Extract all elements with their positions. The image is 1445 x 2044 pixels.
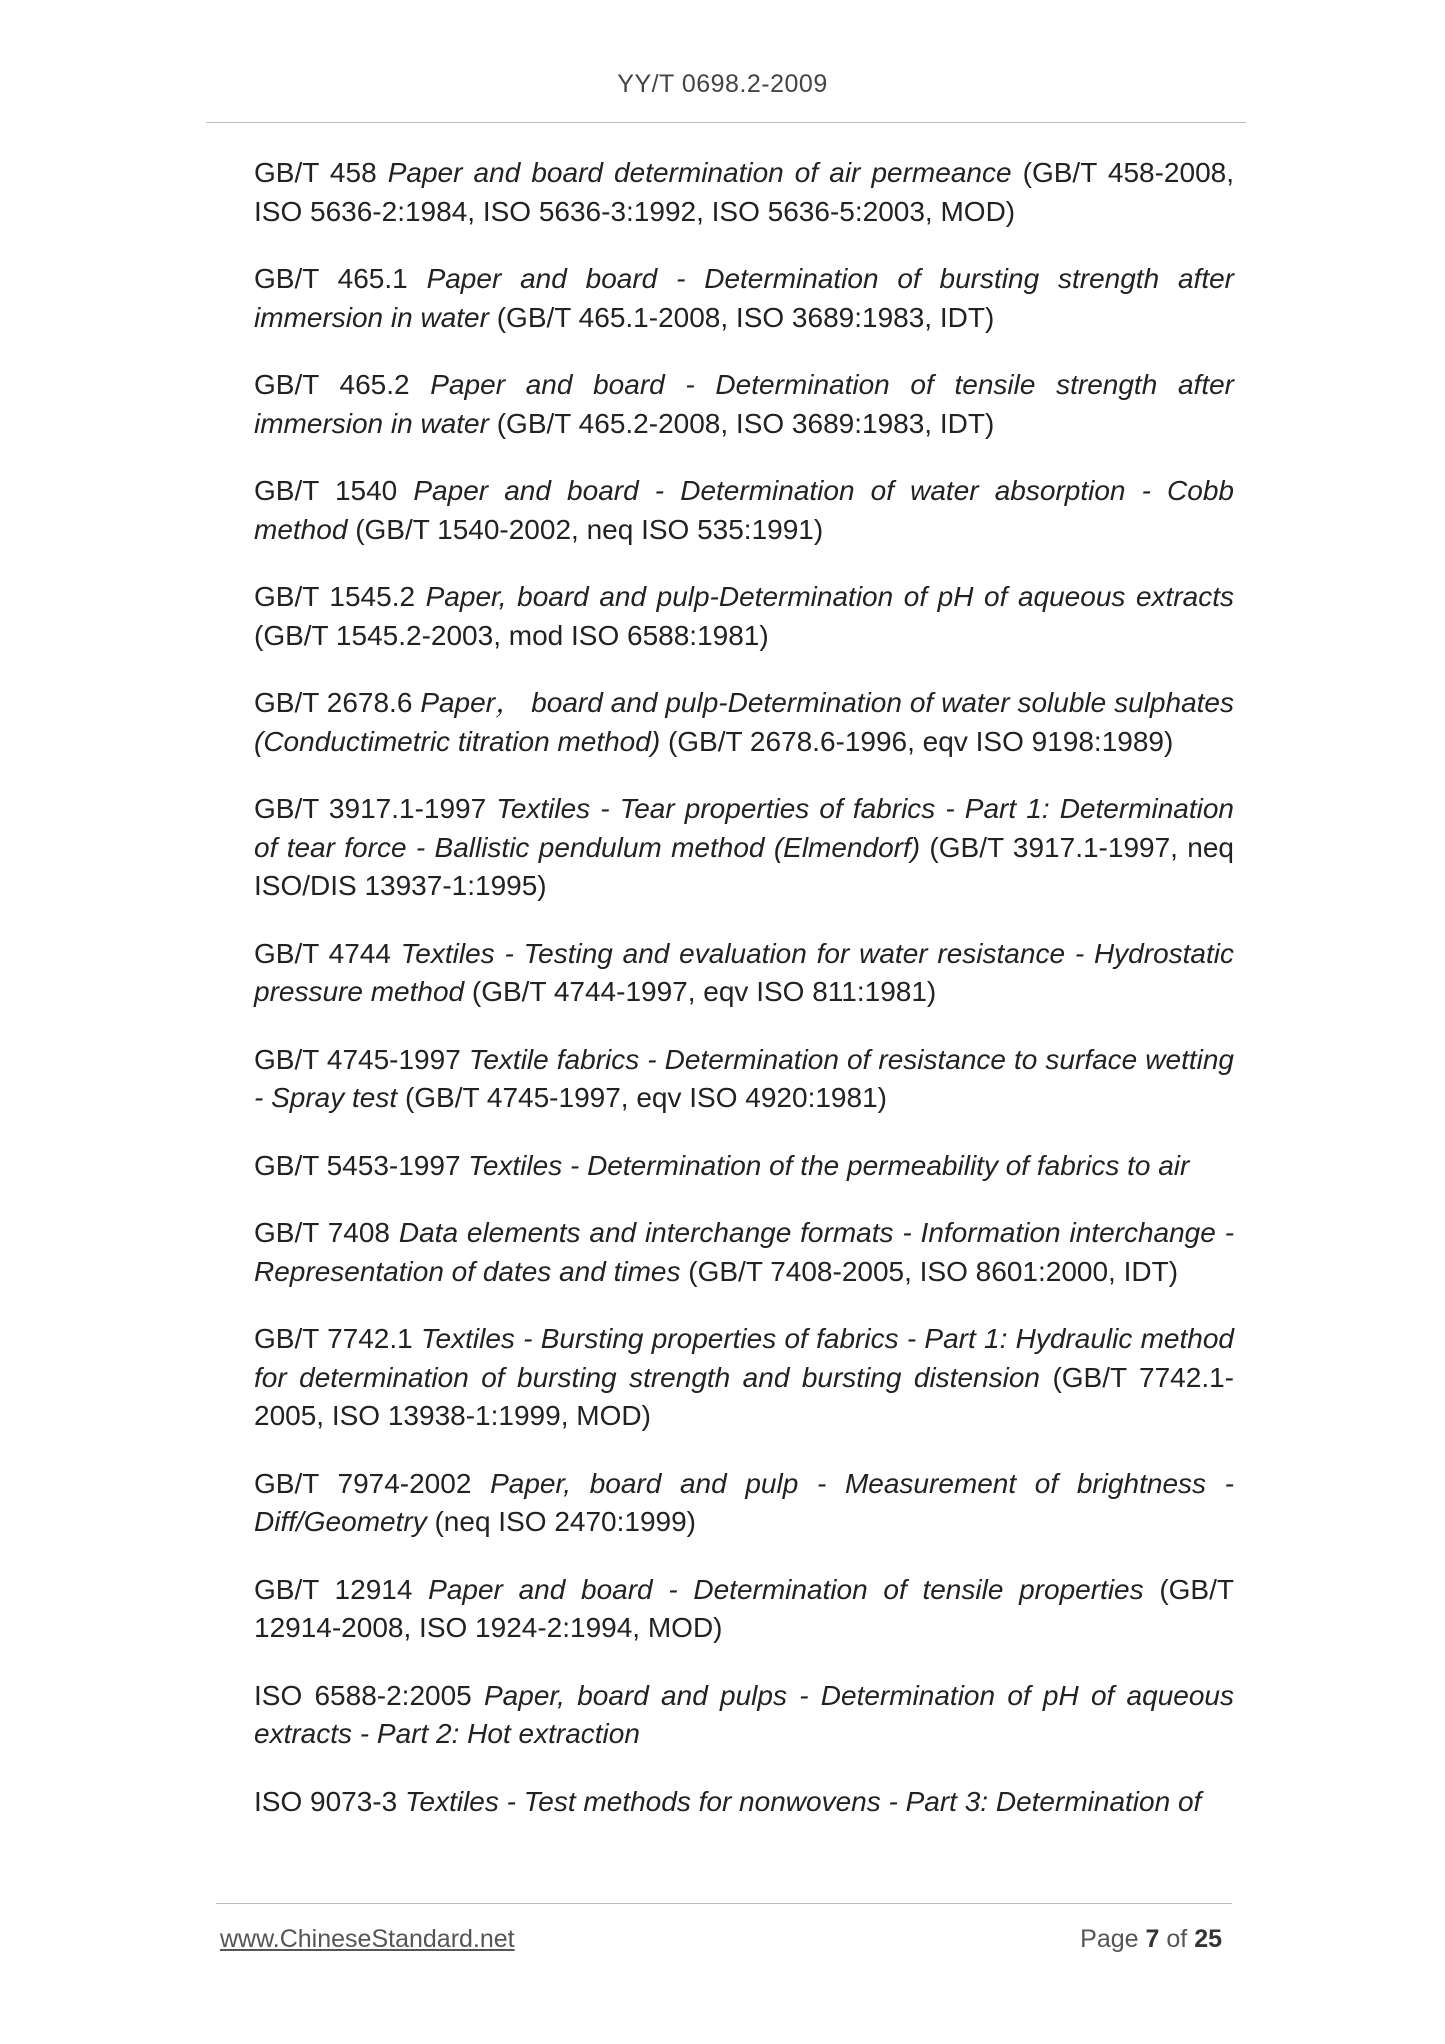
reference-item <box>254 578 1234 655</box>
reference-title: Textiles - Testing and evaluation for water resistance - Hydrostatic pressure method <box>254 937 1234 1007</box>
reference-code: ISO 6588-2:2005 <box>254 1679 472 1711</box>
reference-title: Paper and board - Determination of tensile strength after immersion in water <box>254 369 1234 439</box>
reference-item <box>254 1783 1234 1822</box>
reference-code: GB/T 465.1 <box>254 263 408 294</box>
reference-item <box>254 1465 1234 1542</box>
reference-code: GB/T 7742.1 <box>254 1323 413 1354</box>
reference-code: GB/T 4745-1997 <box>254 1043 461 1075</box>
reference-code: GB/T 5453-1997 <box>254 1149 461 1181</box>
reference-title: Paper， board and pulp-Determination of water soluble sulphates (Conductimetric titration method) <box>254 687 1234 757</box>
reference-title: Paper, board and pulp - Measurement of brightness - Diff/Geometry <box>254 1467 1235 1537</box>
reference-item <box>254 366 1234 443</box>
reference-title: Paper and board - Determination of water absorption - Cobb method <box>254 475 1234 545</box>
reference-note: (neq ISO 2470:1999) <box>434 1506 696 1537</box>
reference-code: GB/T 458 <box>254 157 377 188</box>
reference-code: GB/T 2678.6 <box>254 687 413 718</box>
reference-title: Textiles - Determination of the permeability of fabrics to air <box>468 1149 1190 1181</box>
reference-item <box>254 1677 1234 1754</box>
reference-title: Textiles - Test methods for nonwovens - Part 3: Determination of <box>404 1785 1202 1817</box>
reference-title: Paper, board and pulp-Determination of pH of aqueous extracts <box>425 581 1234 612</box>
reference-title: Paper and board - Determination of tensile properties <box>428 1573 1144 1605</box>
reference-note: (GB/T 1540-2002, neq ISO 535:1991) <box>355 513 824 545</box>
reference-code: GB/T 4744 <box>254 937 391 969</box>
reference-title: Paper and board determination of air permeance <box>387 157 1012 188</box>
reference-note: (GB/T 2678.6-1996, eqv ISO 9198:1989) <box>667 725 1174 757</box>
reference-item <box>254 790 1234 906</box>
reference-note: (GB/T 458-2008, ISO 5636-2:1984, ISO 5636-3:1992, ISO 5636-5:2003, MOD) <box>254 157 1234 227</box>
reference-item <box>254 154 1234 231</box>
reference-code: GB/T 1540 <box>254 475 398 506</box>
header-divider <box>206 122 1246 123</box>
reference-title: Textile fabrics - Determination of resistance to surface wetting - Spray test <box>254 1043 1234 1113</box>
page-header-doc-id: YY/T 0698.2-2009 <box>617 70 828 98</box>
reference-title: Textiles - Tear properties of fabrics - Part 1: Determination of tear force - Ballistic pendulum method (Elmendorf) <box>254 793 1234 863</box>
reference-note: (GB/T 465.1-2008, ISO 3689:1983, IDT) <box>496 301 995 333</box>
reference-item <box>254 472 1234 549</box>
page-total: 25 <box>1194 1925 1222 1953</box>
reference-title: Textiles - Bursting properties of fabrics - Part 1: Hydraulic method for determination of bursting strength and bursting distension <box>254 1323 1234 1393</box>
reference-item <box>254 1147 1234 1186</box>
reference-item <box>254 684 1234 761</box>
reference-code: GB/T 1545.2 <box>254 581 416 612</box>
reference-code: GB/T 7974-2002 <box>254 1467 472 1499</box>
reference-title: Paper and board - Determination of bursting strength after immersion in water <box>254 263 1234 333</box>
reference-item <box>254 260 1234 337</box>
page-prefix: Page <box>1080 1925 1139 1953</box>
reference-note: (GB/T 12914-2008, ISO 1924-2:1994, MOD) <box>254 1573 1234 1643</box>
page-of: of <box>1166 1925 1188 1953</box>
normative-references-list <box>254 154 1234 1850</box>
reference-item <box>254 1214 1234 1291</box>
page-current: 7 <box>1145 1925 1160 1953</box>
reference-title: Data elements and interchange formats - Information interchange - Representation of dates and times <box>254 1217 1235 1287</box>
reference-note: (GB/T 1545.2-2003, mod ISO 6588:1981) <box>254 619 769 651</box>
reference-note: (GB/T 3917.1-1997, neq ISO/DIS 13937-1:1995) <box>254 831 1235 901</box>
reference-code: GB/T 12914 <box>254 1573 413 1605</box>
reference-code: GB/T 465.2 <box>254 369 410 400</box>
footer-website-link[interactable]: www.ChineseStandard.net <box>220 1925 515 1953</box>
reference-note: (GB/T 4744-1997, eqv ISO 811:1981) <box>471 976 937 1007</box>
reference-note: (GB/T 7742.1-2005, ISO 13938-1:1999, MOD) <box>254 1361 1235 1431</box>
reference-code: ISO 9073-3 <box>254 1785 398 1817</box>
reference-code: GB/T 7408 <box>254 1217 390 1248</box>
reference-code: GB/T 3917.1-1997 <box>254 793 487 824</box>
reference-item <box>254 935 1234 1012</box>
reference-item <box>254 1320 1234 1436</box>
reference-note: (GB/T 7408-2005, ISO 8601:2000, IDT) <box>688 1255 1179 1287</box>
reference-note: (GB/T 4745-1997, eqv ISO 4920:1981) <box>404 1082 887 1113</box>
footer-divider <box>216 1903 1232 1904</box>
reference-title: Paper, board and pulps - Determination of pH of aqueous extracts - Part 2: Hot extraction <box>254 1679 1234 1749</box>
reference-note: (GB/T 465.2-2008, ISO 3689:1983, IDT) <box>496 407 995 439</box>
reference-item <box>254 1571 1234 1648</box>
reference-item <box>254 1041 1234 1118</box>
page-number <box>1080 1925 1222 1954</box>
